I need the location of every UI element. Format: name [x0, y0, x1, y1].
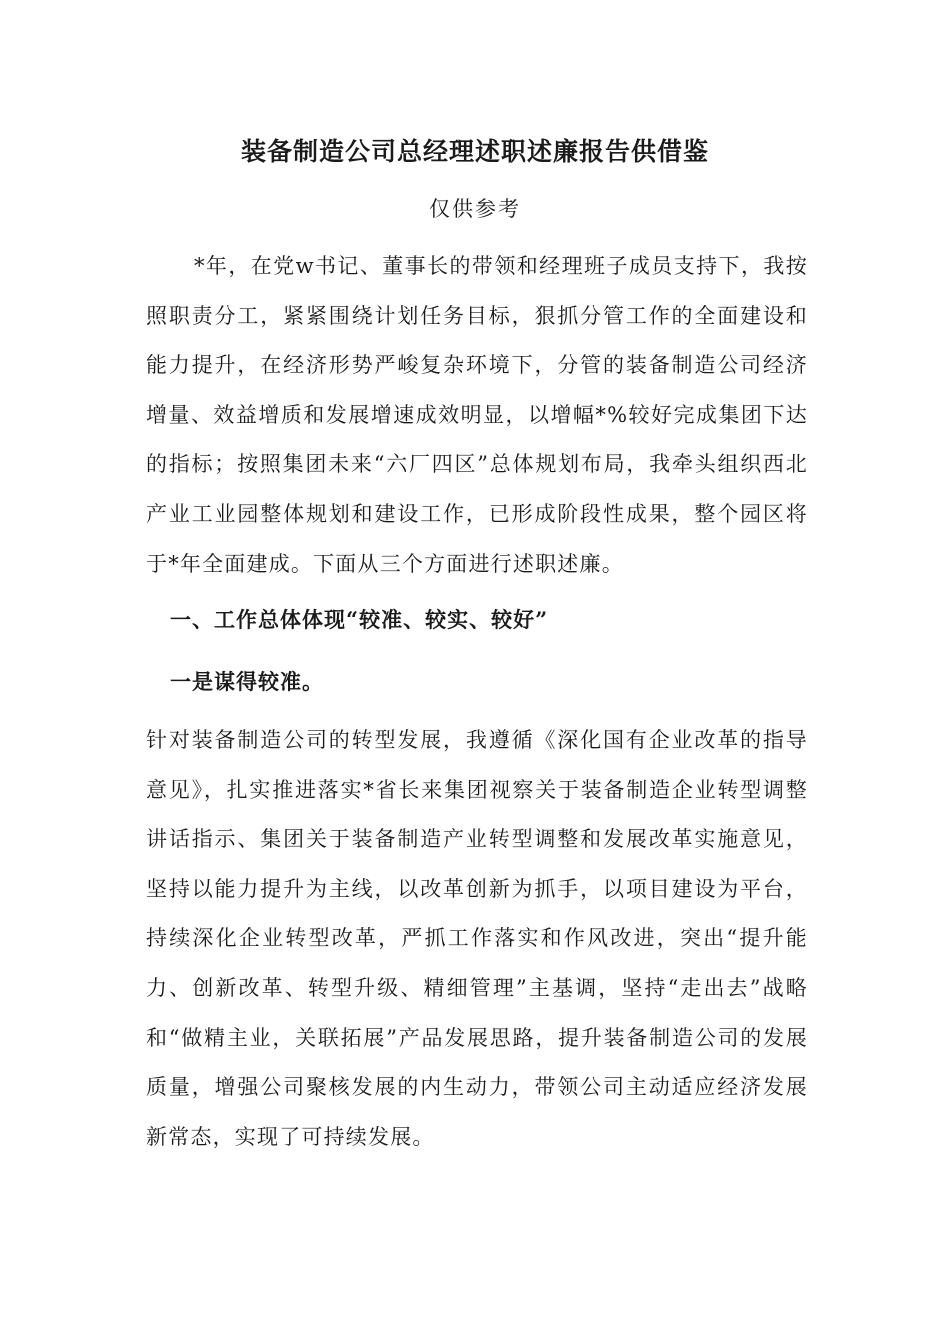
intro-paragraph: *年，在党w书记、董事长的带领和经理班子成员支持下，我按照职责分工，紧紧围绕计划任务目标，狠抓分管工作的全面建设和能力提升，在经济形势严峻复杂环境下，分管的装备制造公司经济增量、效益增质和发展增速成效明显，以增幅*%较好完成集团下达的指标；按照集团未来“六厂四区”总体规划布局，我牵头组织西北产业工业园整体规划和建设工作，已形成阶段性成果，整个园区将于*年全面建成。下面从三个方面进行述职述廉。 [146, 254, 808, 576]
document-title: 装备制造公司总经理述职述廉报告供借鉴 [240, 137, 709, 166]
section-heading: 一、工作总体体现“较准、较实、较好” [170, 607, 549, 632]
document-subtitle: 仅供参考 [429, 197, 521, 221]
detail-paragraph: 针对装备制造公司的转型发展，我遵循《深化国有企业改革的指导意见》，扎实推进落实*省长来集团视察关于装备制造企业转型调整讲话指示、集团关于装备制造产业转型调整和发展改革实施意见，坚持以能力提升为主线，以改革创新为抓手，以项目建设为平台，持续深化企业转型改革，严抓工作落实和作风改进，突出“提升能力、创新改革、转型升级、精细管理”主基调，坚持“走出去”战略和“做精主业，关联拓展”产品发展思路，提升装备制造公司的发展质量，增强公司聚核发展的内生动力，带领公司主动适应经济发展新常态，实现了可持续发展。 [146, 728, 808, 1149]
subsection-heading: 一是谋得较准。 [170, 669, 324, 694]
